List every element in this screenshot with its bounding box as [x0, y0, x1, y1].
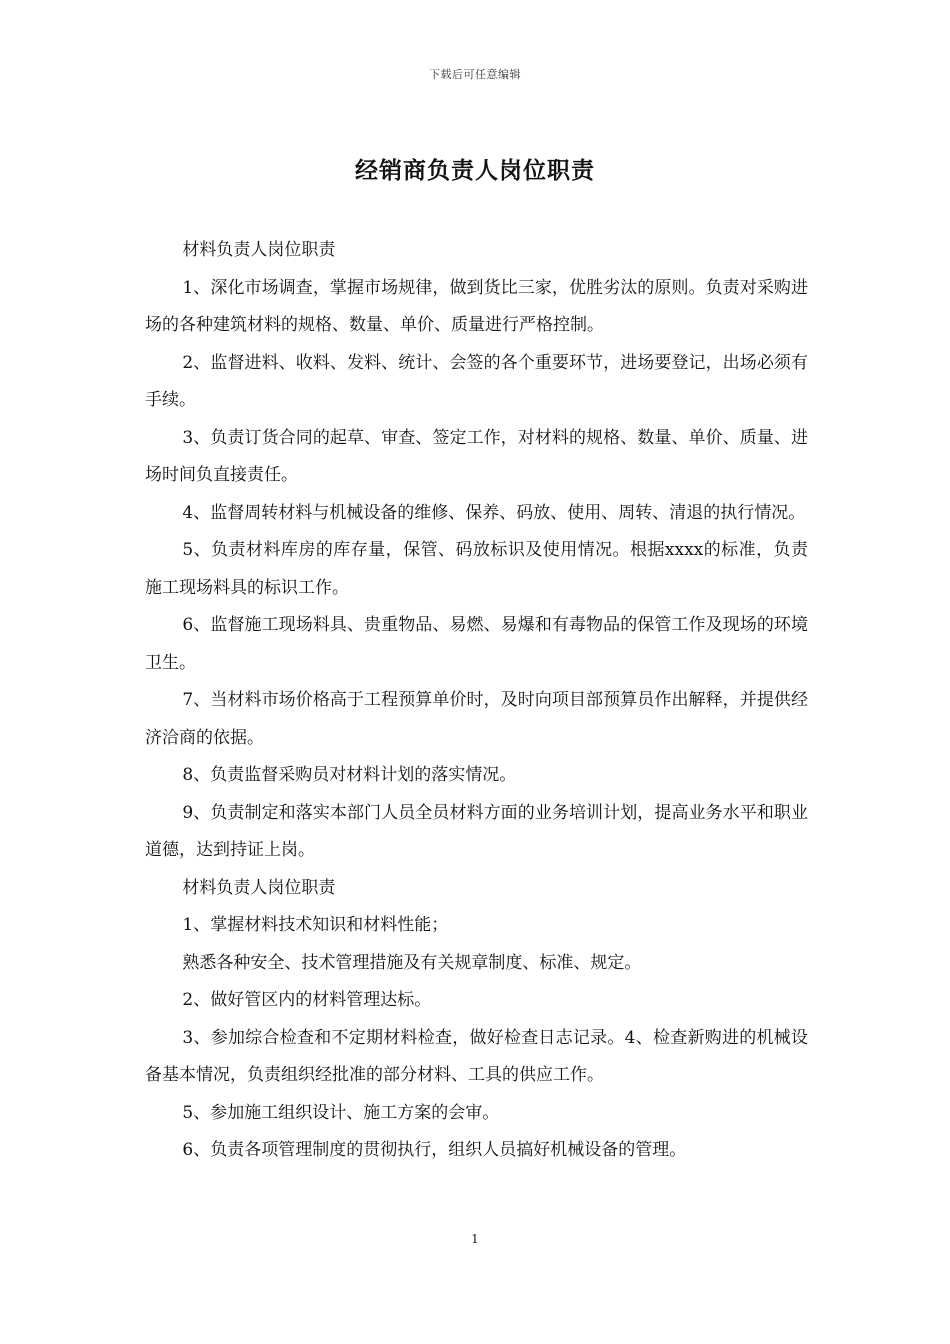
paragraph: 7、当材料市场价格高于工程预算单价时，及时向项目部预算员作出解释，并提供经济洽商的依据。 — [145, 690, 808, 748]
paragraph: 6、负责各项管理制度的贯彻执行，组织人员搞好机械设备的管理。 — [182, 1140, 687, 1160]
paragraph: 熟悉各种安全、技术管理措施及有关规章制度、标准、规定。 — [182, 952, 642, 973]
section-heading: 材料负责人岗位职责 — [182, 877, 336, 898]
paragraph: 3、负责订货合同的起草、审查、签定工作，对材料的规格、数量、单价、质量、进场时间负直接责任。 — [145, 427, 808, 485]
paragraph: 5、负责材料库房的库存量，保管、码放标识及使用情况。根据xxxx的标准，负责施工现场料具的标识工作。 — [145, 540, 808, 598]
header-note: 下载后可任意编辑 — [429, 68, 521, 81]
paragraph: 2、做好管区内的材料管理达标。 — [182, 990, 432, 1010]
paragraph: 2、监督进料、收料、发料、统计、会签的各个重要环节，进场要登记，出场必须有手续。 — [145, 352, 808, 410]
page-number: 1 — [471, 1232, 479, 1246]
paragraph: 9、负责制定和落实本部门人员全员材料方面的业务培训计划，提高业务水平和职业道德，达到持证上岗。 — [145, 802, 808, 860]
paragraph: 1、深化市场调查，掌握市场规律，做到货比三家，优胜劣汰的原则。负责对采购进场的各种建筑材料的规格、数量、单价、质量进行严格控制。 — [145, 277, 808, 335]
document-body — [145, 232, 808, 1170]
paragraph: 6、监督施工现场料具、贵重物品、易燃、易爆和有毒物品的保管工作及现场的环境卫生。 — [145, 615, 808, 673]
paragraph: 4、监督周转材料与机械设备的维修、保养、码放、使用、周转、清退的执行情况。 — [182, 502, 806, 523]
paragraph: 1、掌握材料技术知识和材料性能； — [182, 915, 449, 935]
section-heading: 材料负责人岗位职责 — [182, 240, 336, 260]
paragraph: 8、负责监督采购员对材料计划的落实情况。 — [182, 765, 517, 785]
paragraph: 3、参加综合检查和不定期材料检查，做好检查日志记录。4、检查新购进的机械设备基本情况，负责组织经批准的部分材料、工具的供应工作。 — [145, 1027, 808, 1085]
document-title: 经销商负责人岗位职责 — [355, 157, 595, 184]
paragraph: 5、参加施工组织设计、施工方案的会审。 — [182, 1102, 500, 1123]
